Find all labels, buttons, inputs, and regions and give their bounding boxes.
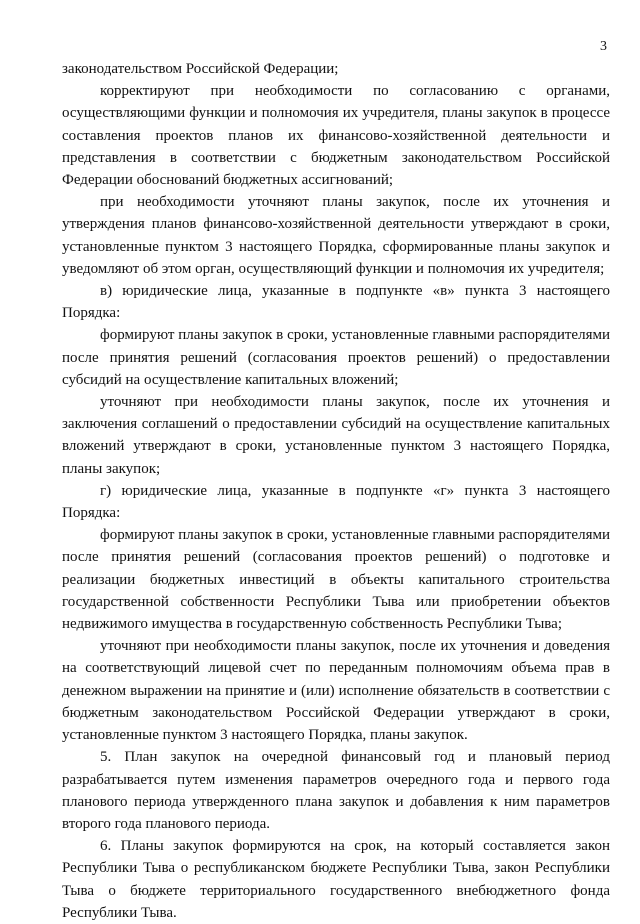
- paragraph-1: законодательством Российской Федерации;: [62, 61, 339, 77]
- paragraph-5: формируют планы закупок в сроки, установленные главными распорядителями после принятия решений (согласования проектов решений) о предоставлении субсидий на осуществление капитальных вложений;: [62, 327, 610, 388]
- paragraph-10: 5. План закупок на очередной финансовый год и плановый период разрабатывается путем изменения параметров очередного года и первого года планового периода утвержденного плана закупок и добавления к ним параметров второго года планового периода.: [62, 749, 610, 832]
- paragraph-11: 6. Планы закупок формируются на срок, на который составляется закон Республики Тыва о республиканском бюджете Республики Тыва, закон Республики Тыва о бюджете территориального государственного внебюджетного фонда Республики Тыва.: [62, 838, 610, 921]
- paragraph-7: г) юридические лица, указанные в подпункте «г» пункта 3 настоящего Порядка:: [62, 482, 610, 522]
- paragraph-8: формируют планы закупок в сроки, установленные главными распорядителями после принятия решений (согласования проектов решений) о подготовке и реализации бюджетных инвестиций в объекты капитального строительства государственной собственности Республики Тыва или приобретении объектов недвижимого имущества в государственную собственность Республики Тыва;: [62, 527, 610, 633]
- paragraph-6: уточняют при необходимости планы закупок, после их уточнения и заключения соглашений о предоставлении субсидий на осуществление капитальных вложений утверждают в сроки, установленные пунктом 3 настоящего Порядка, планы закупок;: [62, 394, 610, 477]
- paragraph-9: уточняют при необходимости планы закупок, после их уточнения и доведения на соответствующий лицевой счет по переданным полномочиям объема прав в денежном выражении на принятие и (или) исполнение обязательств в соответствии с бюджетным законодательством Российской Федерации утверждают в сроки, установленные пунктом 3 настоящего Порядка, планы закупок.: [62, 638, 610, 744]
- page-number: 3: [600, 39, 607, 54]
- document-body: [62, 58, 610, 924]
- paragraph-2: корректируют при необходимости по согласованию с органами, осуществляющими функции и полномочия их учредителя, планы закупок в процессе составления проектов планов их финансово-хозяйственной деятельности и представления в соответствии с бюджетным законодательством Российской Федерации обоснований бюджетных ассигнований;: [62, 83, 610, 189]
- paragraph-4: в) юридические лица, указанные в подпункте «в» пункта 3 настоящего Порядка:: [62, 283, 610, 322]
- paragraph-3: при необходимости уточняют планы закупок, после их уточнения и утверждения планов финансово-хозяйственной деятельности утверждают в сроки, установленные пунктом 3 настоящего Порядка, сформированные планы закупок и уведомляют об этом орган, осуществляющий функции и полномочия их учредителя;: [62, 194, 610, 277]
